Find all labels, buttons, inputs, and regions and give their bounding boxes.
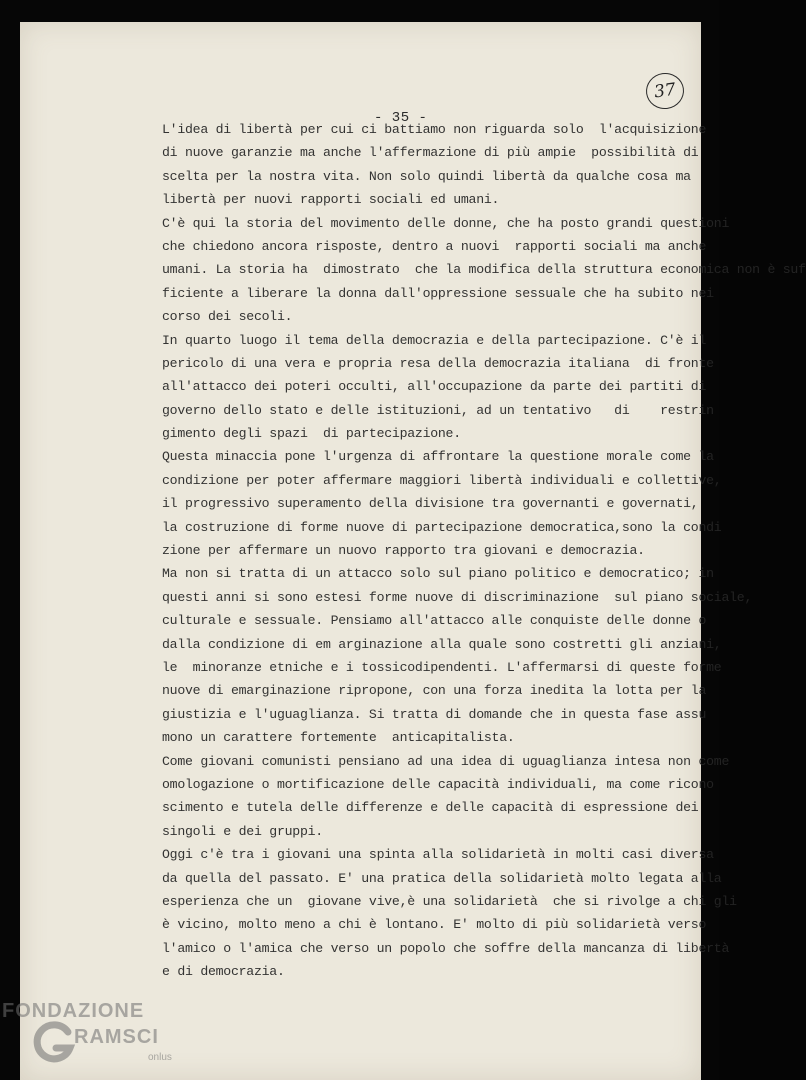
text-line: giustizia e l'uguaglianza. Si tratta di domande che in questa fase assu (162, 706, 707, 722)
text-line: singoli e dei gruppi. (162, 823, 323, 839)
text-line: le minoranze etniche e i tossicodipendenti. L'affermarsi di queste forme (162, 659, 722, 675)
typewritten-text (162, 118, 806, 983)
text-line: Questa minaccia pone l'urgenza di affrontare la questione morale come la (162, 449, 714, 465)
text-line: scelta per la nostra vita. Non solo quindi libertà da qualche cosa ma (162, 168, 691, 184)
text-line: C'è qui la storia del movimento delle donne, che ha posto grandi questioni (162, 215, 730, 231)
text-line: di nuove garanzie ma anche l'affermazione di più ampie possibilità di (162, 145, 699, 161)
text-line: culturale e sessuale. Pensiamo all'attacco alle conquiste delle donne o (162, 613, 707, 629)
text-line: umani. La storia ha dimostrato che la modifica della struttura economica non è suf (162, 262, 806, 278)
text-line: l'amico o l'amica che verso un popolo che soffre della mancanza di libertà (162, 940, 730, 956)
text-line: dalla condizione di em arginazione alla quale sono costretti gli anziani, (162, 636, 722, 652)
text-line: Oggi c'è tra i giovani una spinta alla solidarietà in molti casi diversa (162, 847, 714, 863)
text-line: corso dei secoli. (162, 309, 293, 325)
text-line: esperienza che un giovane vive,è una solidarietà che si rivolge a chi gli (162, 893, 737, 909)
text-line: mono un carattere fortemente anticapitalista. (162, 730, 515, 746)
text-line: In quarto luogo il tema della democrazia e della partecipazione. C'è il (162, 332, 707, 348)
text-line: gimento degli spazi di partecipazione. (162, 426, 461, 442)
text-line: questi anni si sono estesi forme nuove di discriminazione sul piano sociale, (162, 589, 753, 605)
watermark-line1: FONDAZIONE (2, 1000, 145, 1022)
text-line: Ma non si tratta di un attacco solo sul piano politico e democratico; in (162, 566, 714, 582)
text-line: la costruzione di forme nuove di partecipazione democratica,sono la condi (162, 519, 722, 535)
fondazione-gramsci-watermark (2, 1000, 202, 1080)
text-line: omologazione o mortificazione delle capacità individuali, ma come ricono (162, 776, 714, 792)
text-line: governo dello stato e delle istituzioni, ad un tentativo di restrin (162, 402, 714, 418)
text-line: libertà per nuovi rapporti sociali ed umani. (162, 192, 500, 208)
text-line: che chiedono ancora risposte, dentro a nuovi rapporti sociali ma anche (162, 238, 707, 254)
watermark-small: onlus (148, 1052, 172, 1063)
gramsci-g-logo-icon (32, 1022, 76, 1066)
text-line: L'idea di libertà per cui ci battiamo non riguarda solo l'acquisizione (162, 122, 707, 137)
text-line: nuove di emarginazione ripropone, con una forza inedita la lotta per la (162, 683, 707, 699)
text-line: condizione per poter affermare maggiori libertà individuali e collettive, (162, 472, 722, 488)
text-line: da quella del passato. E' una pratica della solidarietà molto legata alla (162, 870, 722, 886)
text-line: zione per affermare un nuovo rapporto tra giovani e democrazia. (162, 543, 645, 559)
watermark-line2: RAMSCI (74, 1026, 159, 1048)
text-line: è vicino, molto meno a chi è lontano. E' molto di più solidarietà verso (162, 917, 707, 933)
text-line: pericolo di una vera e propria resa della democrazia italiana di fronte (162, 355, 714, 371)
text-line: scimento e tutela delle differenze e delle capacità di espressione dei (162, 800, 699, 816)
text-line: e di democrazia. (162, 964, 285, 980)
text-line: il progressivo superamento della divisione tra governanti e governati, (162, 496, 699, 512)
text-line: ficiente a liberare la donna dall'oppressione sessuale che ha subito nei (162, 285, 714, 301)
text-line: all'attacco dei poteri occulti, all'occupazione da parte dei partiti di (162, 379, 707, 395)
page-number: - 35 - (374, 110, 428, 126)
archive-number-stamp: 37 (644, 71, 687, 112)
text-line: Come giovani comunisti pensiano ad una idea di uguaglianza intesa non come (162, 753, 730, 769)
